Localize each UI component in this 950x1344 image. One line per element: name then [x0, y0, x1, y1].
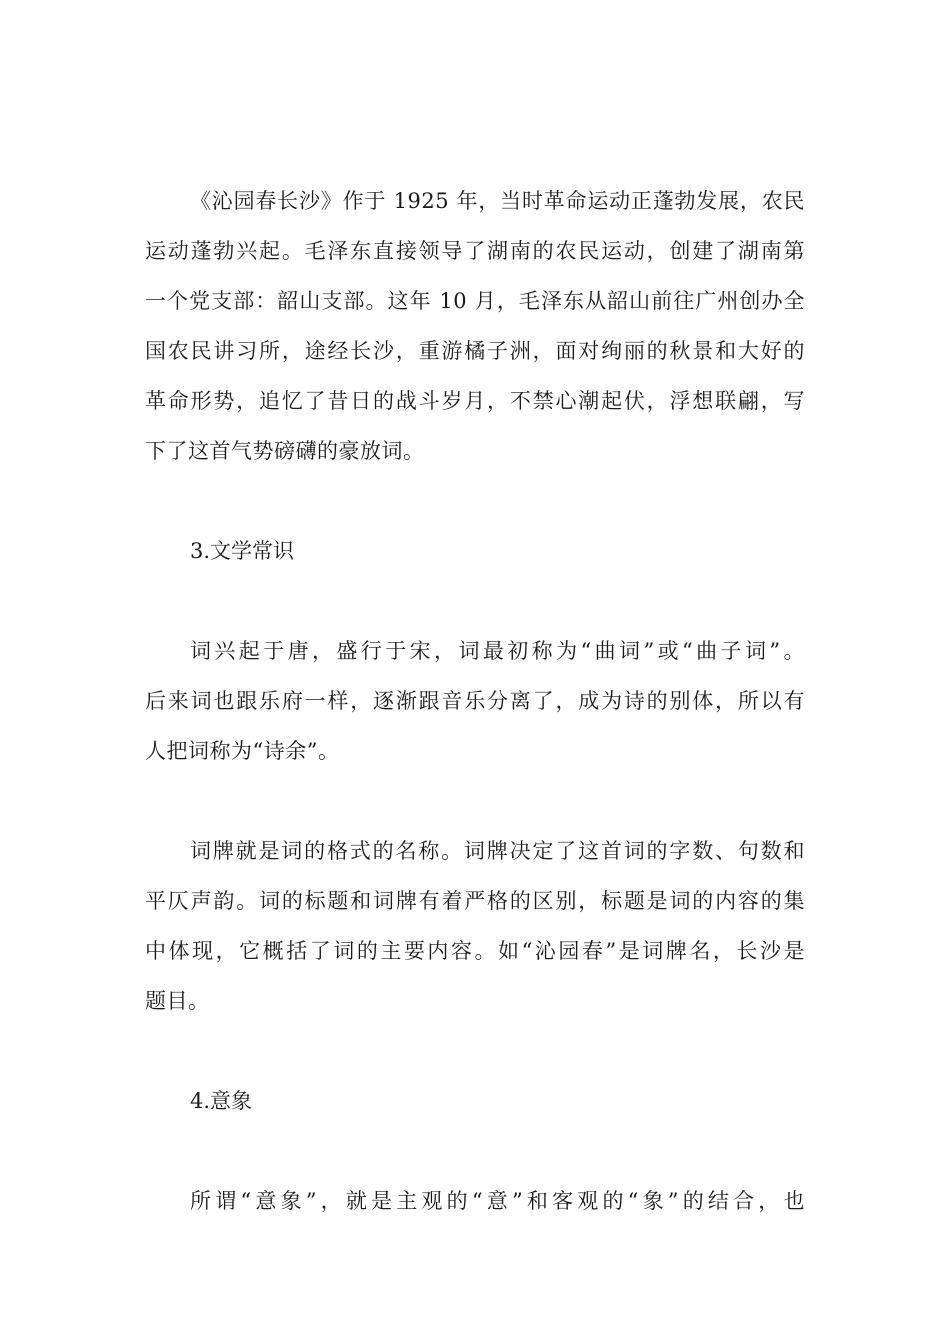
paragraph-line: 革命形势，追忆了昔日的战斗岁月，不禁心潮起伏，浮想联翩，写	[145, 389, 805, 413]
paragraph-line: 词牌就是词的格式的名称。词牌决定了这首词的字数、句数和	[190, 839, 805, 863]
paragraph-line: 中体现，它概括了词的主要内容。如“沁园春”是词牌名，长沙是	[145, 939, 805, 963]
paragraph-line: 人把词称为“诗余”。	[145, 739, 340, 763]
section-heading-imagery: 4.意象	[190, 1089, 253, 1113]
paragraph-line: 下了这首气势磅礴的豪放词。	[145, 439, 425, 463]
paragraph-line: 词兴起于唐，盛行于宋，词最初称为“曲词”或“曲子词”。	[190, 639, 805, 663]
paragraph-line: 国农民讲习所，途经长沙，重游橘子洲，面对绚丽的秋景和大好的	[145, 339, 805, 363]
paragraph-line: 《沁园春长沙》作于 1925 年，当时革命运动正蓬勃发展，农民	[190, 189, 805, 213]
paragraph-line: 平仄声韵。词的标题和词牌有着严格的区别，标题是词的内容的集	[145, 889, 805, 913]
paragraph-line: 一个党支部：韶山支部。这年 10 月，毛泽东从韶山前往广州创办全	[145, 289, 805, 313]
paragraph-line: 运动蓬勃兴起。毛泽东直接领导了湖南的农民运动，创建了湖南第	[145, 239, 805, 263]
section-heading-literary-knowledge: 3.文学常识	[190, 539, 295, 563]
paragraph-line: 题目。	[145, 989, 210, 1013]
paragraph-line: 后来词也跟乐府一样，逐渐跟音乐分离了，成为诗的别体，所以有	[145, 689, 805, 713]
paragraph-line: 所谓“意象”，就是主观的“意”和客观的“象”的结合，也	[190, 1189, 805, 1213]
